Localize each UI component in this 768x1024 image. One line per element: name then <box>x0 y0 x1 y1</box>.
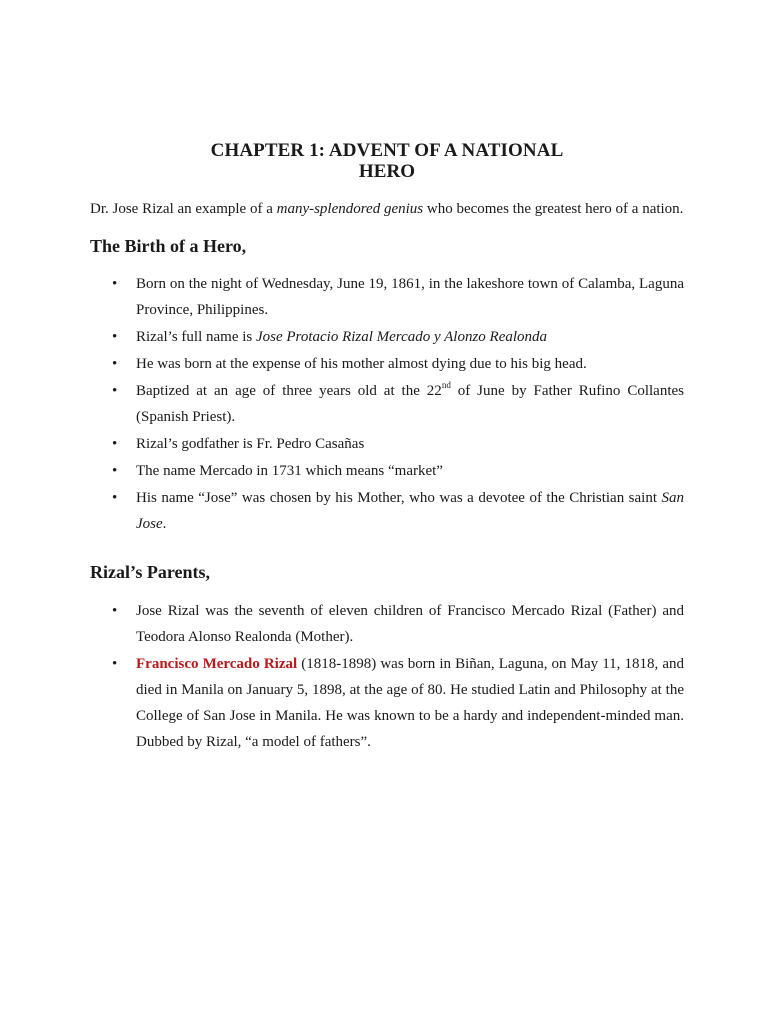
bullet-icon: • <box>112 383 118 399</box>
list-item <box>90 458 684 484</box>
list-item <box>90 271 684 323</box>
bullet-icon: • <box>112 329 118 345</box>
section-heading-parents: Rizal’s Parents, <box>90 562 210 582</box>
list-item-text: He was born at the expense of his mother almost dying due to his big head. <box>136 356 587 372</box>
list-item <box>90 651 684 755</box>
saint-name-emphasis: San Jose <box>136 490 684 532</box>
list-item-text: Rizal’s full name is <box>136 329 256 345</box>
chapter-title-line-1: CHAPTER 1: ADVENT OF A NATIONAL <box>210 140 564 161</box>
bullet-icon: • <box>112 490 118 506</box>
ordinal-superscript: nd <box>441 380 451 390</box>
list-item-text: Jose Rizal was the seventh of eleven children of Francisco Mercado Rizal (Father) and Teodora Alonso Realonda (Mother). <box>136 603 684 645</box>
intro-paragraph <box>90 196 684 223</box>
list-item-text-end: of June by Father Rufino Collantes (Spanish Priest). <box>136 383 684 425</box>
chapter-title <box>90 140 684 182</box>
bullet-icon: • <box>112 603 118 619</box>
birth-bullet-list <box>90 271 684 537</box>
list-item-text: Baptized at an age of three years old at the 22 <box>136 383 442 399</box>
intro-emphasis: many-splendored genius <box>276 201 424 217</box>
list-item <box>90 324 684 350</box>
father-name-highlight: Francisco Mercado Rizal <box>136 656 298 672</box>
list-item-text: The name Mercado in 1731 which means “market” <box>136 463 443 479</box>
bullet-icon: • <box>112 463 118 479</box>
list-item-text-end: . <box>162 516 167 532</box>
intro-text-end: who becomes the greatest hero of a nation. <box>423 201 684 217</box>
list-item-text: Rizal’s godfather is Fr. Pedro Casañas <box>136 436 365 452</box>
section-heading-birth: The Birth of a Hero, <box>90 236 247 256</box>
bullet-icon: • <box>112 656 118 672</box>
bullet-icon: • <box>112 436 118 452</box>
full-name-emphasis: Jose Protacio Rizal Mercado y Alonzo Realonda <box>255 329 548 345</box>
document-page <box>90 140 684 756</box>
parents-bullet-list <box>90 598 684 755</box>
list-item <box>90 598 684 650</box>
list-item <box>90 351 684 377</box>
list-item-text: (1818-1898) was born in Biñan, Laguna, on May 11, 1818, and died in Manila on January 5, 1898, at the age of 80. He studied Latin and Philosophy at the College of San Jose in Manila. He was known to be a hardy and independent-minded man. Dubbed by Rizal, “a model of fathers”. <box>136 656 684 750</box>
list-item <box>90 431 684 457</box>
list-item-text: His name “Jose” was chosen by his Mother, who was a devotee of the Christian saint <box>136 490 662 506</box>
bullet-icon: • <box>112 356 118 372</box>
bullet-icon: • <box>112 276 118 292</box>
list-item-text: Born on the night of Wednesday, June 19, 1861, in the lakeshore town of Calamba, Laguna Province, Philippines. <box>136 276 684 318</box>
chapter-title-line-2: HERO <box>358 161 416 182</box>
intro-text-start: Dr. Jose Rizal an example of a <box>90 201 277 217</box>
list-item <box>90 485 684 537</box>
list-item <box>90 378 684 430</box>
